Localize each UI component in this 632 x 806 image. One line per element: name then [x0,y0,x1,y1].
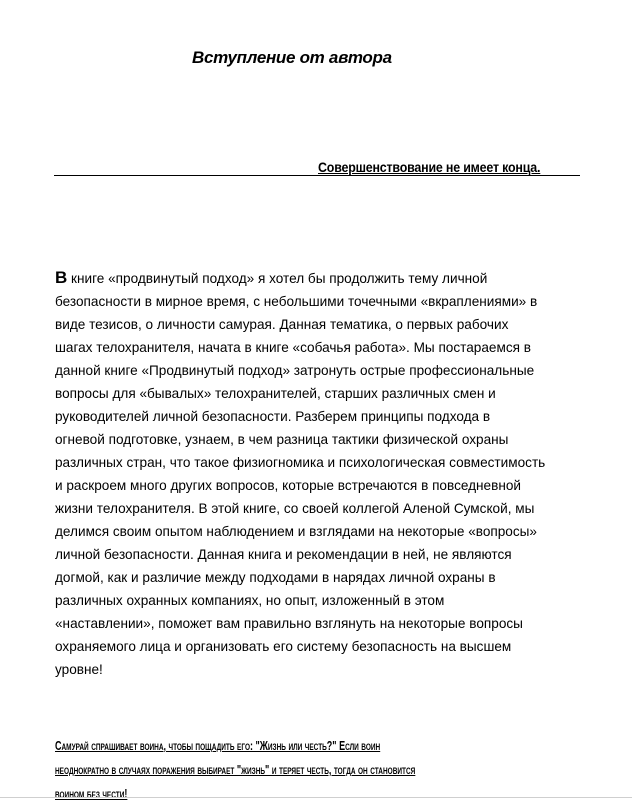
body-line: виде тезисов, о личности самурая. Данная тематика, о первых рабочих [55,317,509,332]
body-line: безопасности в мирное время, с небольшими точечными «вкраплениями» в [55,294,538,309]
epigraph-line: Самурай спрашивает воина, чтобы пощадить его: "Жизнь или честь?" Если воин [55,739,381,753]
body-line: огневой подготовке, узнаем, в чем разница тактики физической охраны [55,432,509,447]
body-line: уровне! [55,662,103,677]
document-title: Вступление от автора [192,48,392,67]
dropcap: В [55,268,68,287]
subtitle: Совершенствование не имеет конца. [318,160,541,175]
body-line: охраняемого лица и организовать его систему безопасность на высшем [55,639,512,654]
body-line: вопросы для «бывалых» телохранителей, старших различных смен и [55,386,496,401]
body-line: личной безопасности. Данная книга и рекомендации в ней, не являются [55,547,512,562]
body-line: жизни телохранителя. В этой книге, со своей коллегой Аленой Сумской, мы [55,501,535,516]
epigraph-line: воином без чести! [55,787,128,801]
body-line: «наставлении», поможет вам правильно взглянуть на некоторые вопросы [55,616,523,631]
body-paragraph [55,266,603,681]
body-line: различных охранных компаниях, но опыт, изложенный в этом [55,593,445,608]
subtitle-rule [54,175,580,176]
body-line: В книге «продвинутый подход» я хотел бы продолжить тему личной [55,268,488,287]
epigraph-line: неоднократно в случаях поражения выбирает "жизнь" и теряет честь, тогда он становится [55,763,416,777]
body-line: различных стран, что такое физиогномика и психологическая совместимость [55,455,546,470]
body-line: и раскроем много других вопросов, которые встречаются в повседневной [55,478,522,493]
body-line: руководителей личной безопасности. Разберем принципы подхода в [55,409,491,424]
body-line: догмой, как и различие между подходами в нарядах личной охраны в [55,570,496,585]
body-line: шагах телохранителя, начата в книге «собачья работа». Мы постараемся в [55,340,531,355]
body-line: данной книге «Продвинутый подход» затронуть острые профессиональные [55,363,535,378]
body-line: делимся своим опытом наблюдением и взглядами на некоторые «вопросы» [55,524,537,539]
epigraph [55,734,615,806]
page-edge [0,797,632,798]
